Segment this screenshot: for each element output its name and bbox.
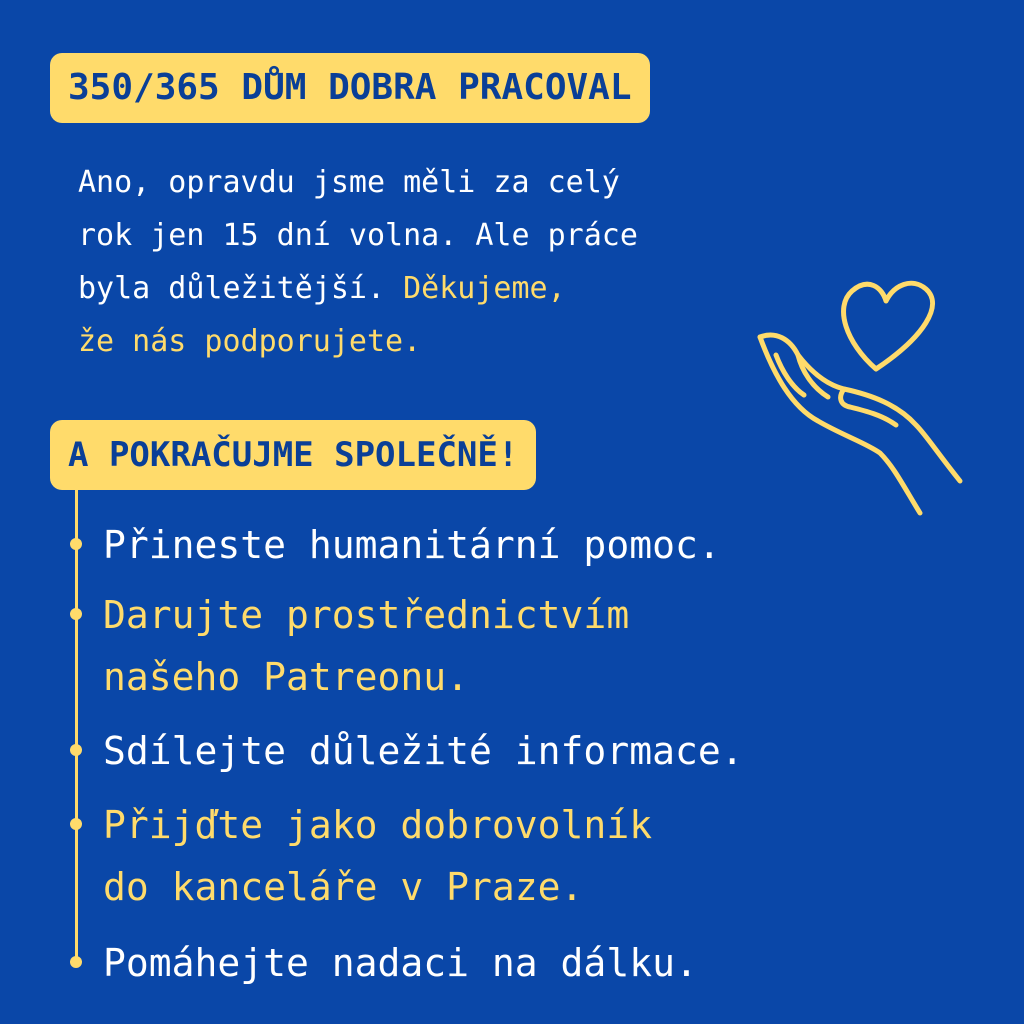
list-item-remote-help xyxy=(103,932,698,994)
intro-line-3 xyxy=(78,262,818,315)
timeline-dot xyxy=(70,744,82,756)
timeline-dot xyxy=(70,956,82,968)
list-item-text-2: do kanceláře v Praze. xyxy=(103,865,584,909)
list-item-text: Pomáhejte nadaci na dálku. xyxy=(103,941,698,985)
timeline-dot xyxy=(70,818,82,830)
timeline-dot xyxy=(70,538,82,550)
intro-thanks-highlight: Děkujeme, xyxy=(403,271,566,306)
list-item-text: Sdílejte důležité informace. xyxy=(103,729,744,773)
header-title: 350/365 DŮM DOBRA PRACOVAL xyxy=(68,67,632,108)
list-item-text: Darujte prostřednictvím xyxy=(103,593,630,637)
list-item-humanitarian-aid xyxy=(103,514,721,576)
hand-holding-heart-icon xyxy=(748,255,968,520)
intro-line-1: Ano, opravdu jsme měli za celý xyxy=(78,165,620,200)
list-item-volunteer xyxy=(103,794,652,918)
intro-line-3-plain: byla důležitější. xyxy=(78,271,404,306)
list-item-text-2: našeho Patreonu. xyxy=(103,655,470,699)
intro-support-highlight: že nás podporujete. xyxy=(78,324,422,359)
list-item-text: Přineste humanitární pomoc. xyxy=(103,523,721,567)
intro-line-2: rok jen 15 dní volna. Ale práce xyxy=(78,218,638,253)
list-item-text: Přijďte jako dobrovolník xyxy=(103,803,653,847)
list-item-patreon xyxy=(103,584,629,708)
section-title-badge xyxy=(50,420,536,490)
timeline-dot xyxy=(70,608,82,620)
section-title: A POKRAČUJME SPOLEČNĚ! xyxy=(68,435,519,475)
timeline-line xyxy=(75,488,78,964)
header-title-badge xyxy=(50,53,650,123)
intro-text xyxy=(78,156,818,368)
list-item-share-info xyxy=(103,720,744,782)
